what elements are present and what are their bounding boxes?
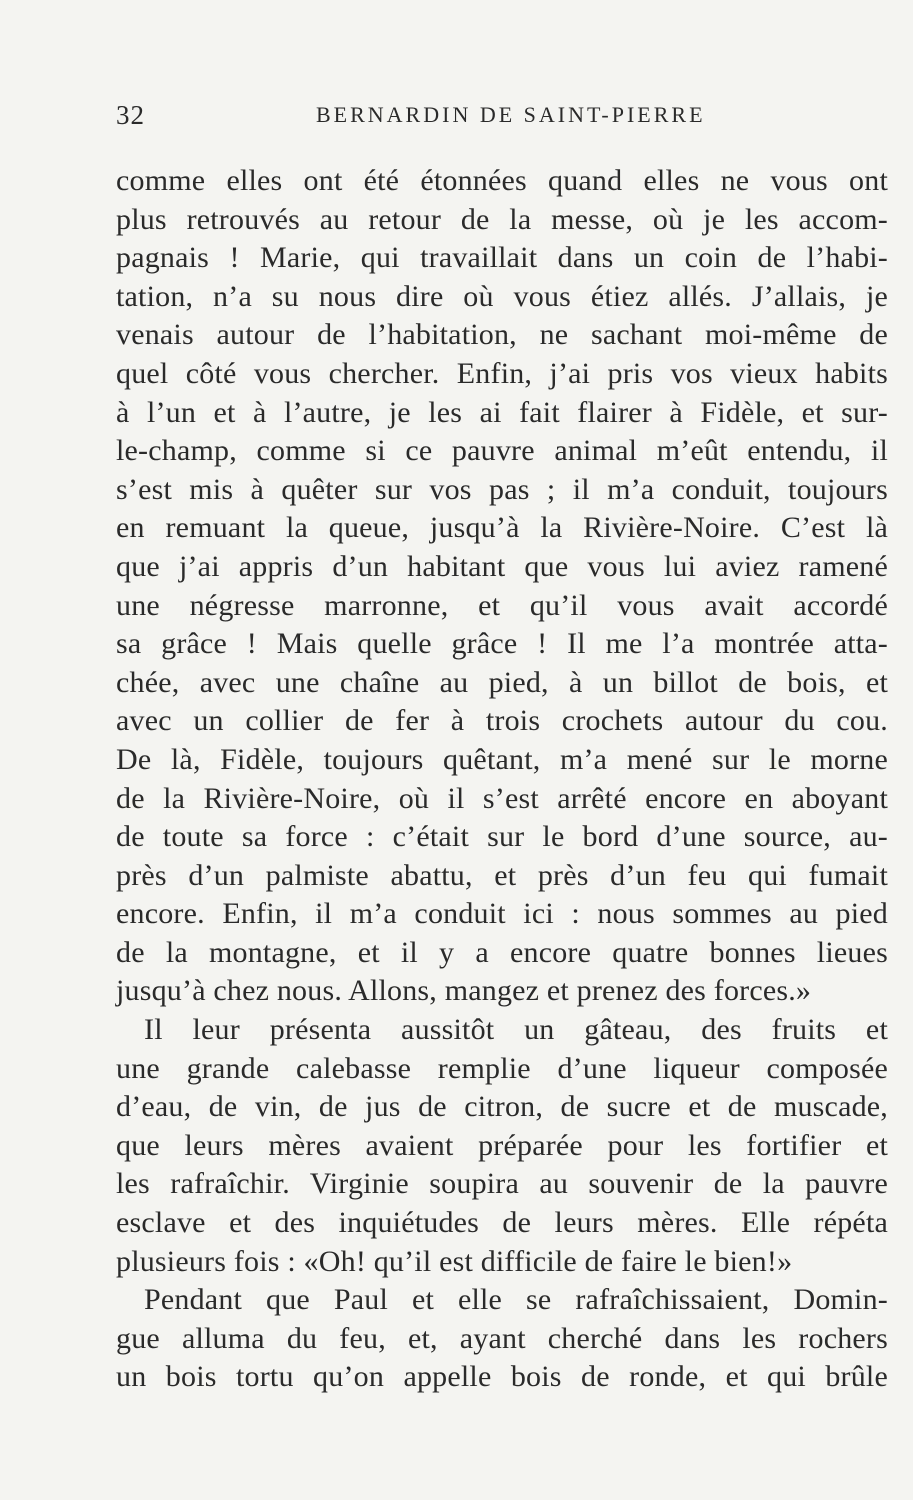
text-line: un bois tortu qu’on appelle bois de ronde, et qui brûle (116, 1360, 888, 1394)
text-line: pagnais ! Marie, qui travaillait dans un coin de l’habi- (116, 241, 888, 275)
text-line: De là, Fidèle, toujours quêtant, m’a mené sur le morne (116, 742, 888, 776)
text-line: jusqu’à chez nous. Allons, mangez et prenez des forces.» (116, 974, 812, 1008)
text-line: que leurs mères avaient préparée pour les fortifier et (116, 1128, 888, 1162)
body-text (116, 162, 888, 1397)
text-line: plus retrouvés au retour de la messe, où je les accom- (116, 202, 888, 236)
text-line: le-champ, comme si ce pauvre animal m’eût entendu, il (116, 434, 888, 468)
text-line: s’est mis à quêter sur vos pas ; il m’a conduit, toujours (116, 472, 888, 506)
text-line: quel côté vous chercher. Enfin, j’ai pris vos vieux habits (116, 356, 888, 390)
text-line: sa grâce ! Mais quelle grâce ! Il me l’a montrée atta- (116, 627, 888, 661)
text-line: chée, avec une chaîne au pied, à un billot de bois, et (116, 665, 888, 699)
text-line: plusieurs fois : «Oh! qu’il est difficile de faire le bien!» (116, 1244, 793, 1278)
text-line: tation, n’a su nous dire où vous étiez allés. J’allais, je (116, 279, 888, 313)
text-line: en remuant la queue, jusqu’à la Rivière-Noire. C’est là (116, 511, 888, 545)
text-line: avec un collier de fer à trois crochets autour du cou. (116, 704, 888, 738)
text-line: les rafraîchir. Virginie soupira au souvenir de la pauvre (116, 1167, 888, 1201)
text-line: que j’ai appris d’un habitant que vous lui aviez ramené (116, 549, 888, 583)
paragraph-start-line: Pendant que Paul et elle se rafraîchissaient, Domin- (144, 1283, 888, 1317)
text-line: à l’un et à l’autre, je les ai fait flairer à Fidèle, et sur- (116, 395, 888, 429)
text-line: une négresse marronne, et qu’il vous avait accordé (116, 588, 888, 622)
text-line: comme elles ont été étonnées quand elles ne vous ont (116, 164, 888, 197)
paragraph-start-line: Il leur présenta aussitôt un gâteau, des fruits et (144, 1013, 888, 1047)
page-number: 32 (116, 100, 145, 130)
text-line: gue alluma du feu, et, ayant cherché dans les rochers (116, 1321, 888, 1355)
text-line: de la montagne, et il y a encore quatre bonnes lieues (116, 935, 888, 969)
text-line: de la Rivière-Noire, où il s’est arrêté encore en aboyant (116, 781, 888, 815)
text-line: venais autour de l’habitation, ne sachant moi-même de (116, 318, 888, 352)
running-head: BERNARDIN DE SAINT-PIERRE (316, 102, 706, 127)
text-line: esclave et des inquiétudes de leurs mères. Elle répéta (116, 1206, 888, 1240)
text-line: encore. Enfin, il m’a conduit ici : nous sommes au pied (116, 897, 888, 931)
text-line: près d’un palmiste abattu, et près d’un feu qui fumait (116, 858, 888, 892)
page-header (116, 100, 886, 140)
text-line: une grande calebasse remplie d’une liqueur composée (116, 1051, 888, 1085)
text-line: de toute sa force : c’était sur le bord d’une source, au- (116, 820, 888, 854)
text-line: d’eau, de vin, de jus de citron, de sucre et de muscade, (116, 1090, 888, 1124)
